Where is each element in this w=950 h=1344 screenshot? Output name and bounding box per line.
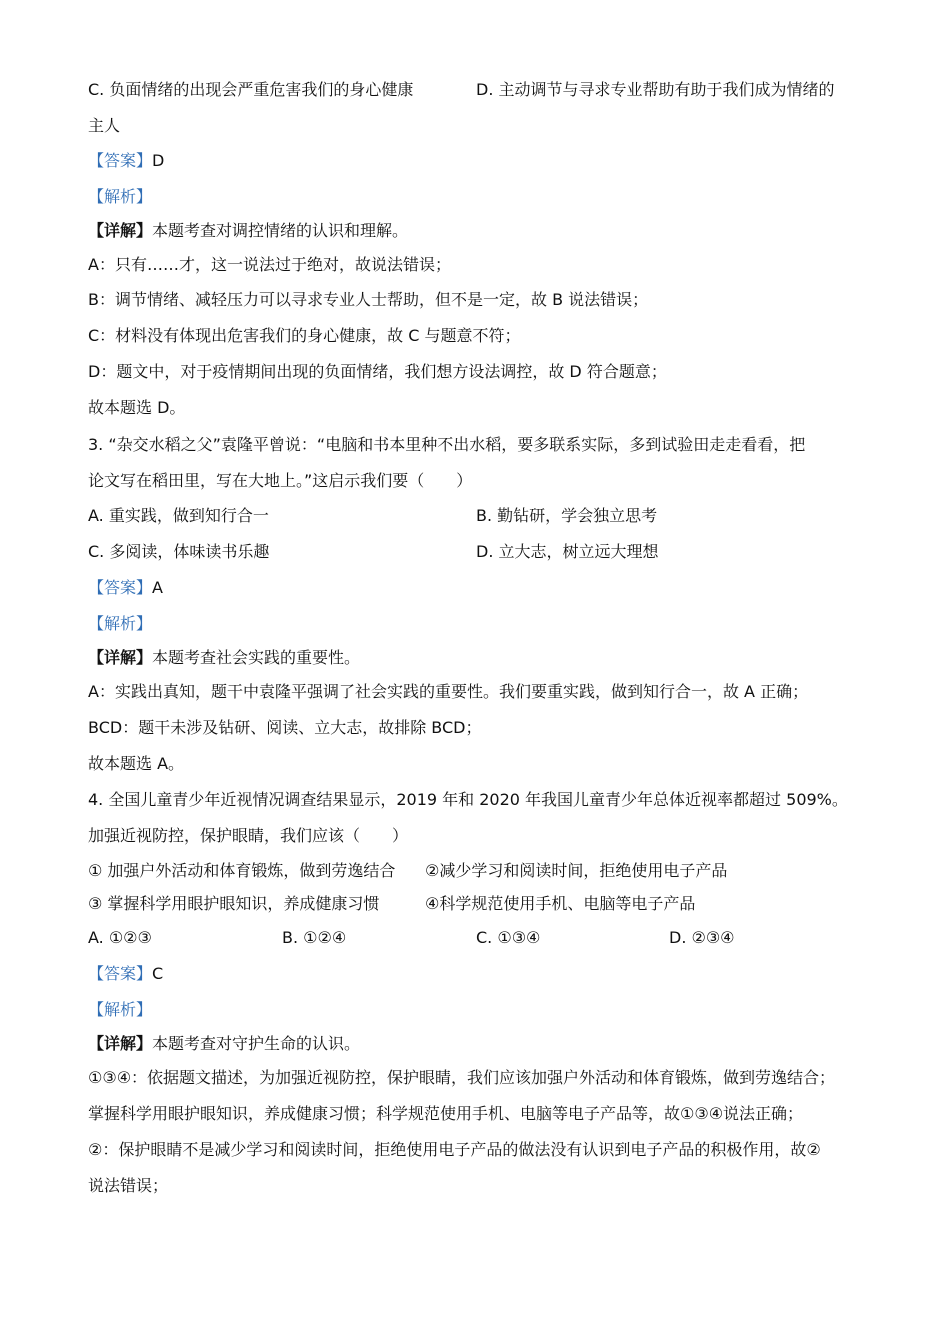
q2-analysis-line-1: A：只有……才，这一说法过于绝对，故说法错误； — [88, 255, 451, 274]
q4-answer: C — [152, 964, 164, 983]
q4-item-4: ④科学规范使用手机、电脑等电子产品 — [425, 894, 696, 913]
q3-detail-line — [88, 647, 360, 669]
q4-stem-line-2: 加强近视防控，保护眼睛，我们应该（ ） — [88, 826, 409, 845]
q4-analysis-line-4: 说法错误； — [88, 1176, 169, 1195]
q4-item-3: ③ 掌握科学用眼护眼知识，养成健康习惯 — [88, 894, 380, 913]
q2-detail-line — [88, 220, 408, 242]
q3-answer: A — [152, 578, 163, 597]
q3-conclusion: 故本题选 A。 — [88, 754, 185, 773]
q2-conclusion: 故本题选 D。 — [88, 398, 186, 417]
detail-tag: 【详解】 — [88, 1034, 153, 1053]
q3-analysis-line-2: BCD：题干未涉及钻研、阅读、立大志，故排除 BCD； — [88, 718, 482, 737]
q3-stem-line-2: 论文写在稻田里，写在大地上。”这启示我们要（ ） — [88, 471, 473, 490]
answer-tag: 【答案】 — [88, 964, 153, 983]
q2-option-c: C. 负面情绪的出现会严重危害我们的身心健康 — [88, 80, 414, 99]
q4-analysis-line-3: ②：保护眼睛不是减少学习和阅读时间，拒绝使用电子产品的做法没有认识到电子产品的积极作用，故② — [88, 1140, 821, 1159]
q2-option-d-continued: 主人 — [88, 116, 121, 135]
q4-stem-line-1: 4. 全国儿童青少年近视情况调查结果显示，2019 年和 2020 年我国儿童青少年总体近视率都超过 509%。 — [88, 790, 848, 809]
q2-answer: D — [152, 151, 165, 170]
q3-analysis-line-1: A：实践出真知，题干中袁隆平强调了社会实践的重要性。我们要重实践，做到知行合一，故 A 正确； — [88, 682, 809, 701]
q2-answer-line — [88, 150, 164, 172]
q2-analysis-line-2: B：调节情绪、减轻压力可以寻求专业人士帮助，但不是一定，故 B 说法错误； — [88, 290, 649, 309]
detail-tag: 【详解】 — [88, 648, 153, 667]
q2-analysis-line-3: C：材料没有体现出危害我们的身心健康，故 C 与题意不符； — [88, 326, 521, 345]
q4-item-2: ②减少学习和阅读时间，拒绝使用电子产品 — [425, 861, 728, 880]
q3-option-d: D. 立大志，树立远大理想 — [476, 542, 659, 561]
q4-option-d: D. ②③④ — [669, 928, 735, 947]
q3-answer-line — [88, 577, 163, 599]
answer-tag: 【答案】 — [88, 151, 153, 170]
q3-option-c: C. 多阅读，体味读书乐趣 — [88, 542, 270, 561]
detail-tag: 【详解】 — [88, 221, 153, 240]
q2-detail: 本题考查对调控情绪的认识和理解。 — [152, 221, 409, 240]
q3-stem-line-1: 3. “杂交水稻之父”袁隆平曾说：“电脑和书本里种不出水稻，要多联系实际，多到试验田走走看看，把 — [88, 435, 806, 454]
q4-option-b: B. ①②④ — [282, 928, 347, 947]
answer-tag: 【答案】 — [88, 578, 153, 597]
q2-option-d: D. 主动调节与寻求专业帮助有助于我们成为情绪的 — [476, 80, 835, 99]
q3-option-a: A. 重实践，做到知行合一 — [88, 506, 269, 525]
q4-option-c: C. ①③④ — [476, 928, 541, 947]
q4-detail-line — [88, 1033, 360, 1055]
q3-detail: 本题考查社会实践的重要性。 — [152, 648, 361, 667]
q4-analysis-line-1: ①③④：依据题文描述，为加强近视防控，保护眼睛，我们应该加强户外活动和体育锻炼，做到劳逸结合； — [88, 1068, 836, 1087]
q4-option-a: A. ①②③ — [88, 928, 152, 947]
q3-option-b: B. 勤钻研，学会独立思考 — [476, 506, 658, 525]
q4-detail: 本题考查对守护生命的认识。 — [152, 1034, 361, 1053]
q2-analysis-line-4: D：题文中，对于疫情期间出现的负面情绪，我们想方设法调控，故 D 符合题意； — [88, 362, 667, 381]
q4-item-1: ① 加强户外活动和体育锻炼，做到劳逸结合 — [88, 861, 396, 880]
q4-answer-line — [88, 963, 163, 985]
q4-analysis-tag: 【解析】 — [88, 1000, 153, 1019]
q2-analysis-tag: 【解析】 — [88, 187, 153, 206]
q3-analysis-tag: 【解析】 — [88, 614, 153, 633]
q4-analysis-line-2: 掌握科学用眼护眼知识，养成健康习惯；科学规范使用手机、电脑等电子产品等，故①③④说法正确； — [88, 1104, 804, 1123]
